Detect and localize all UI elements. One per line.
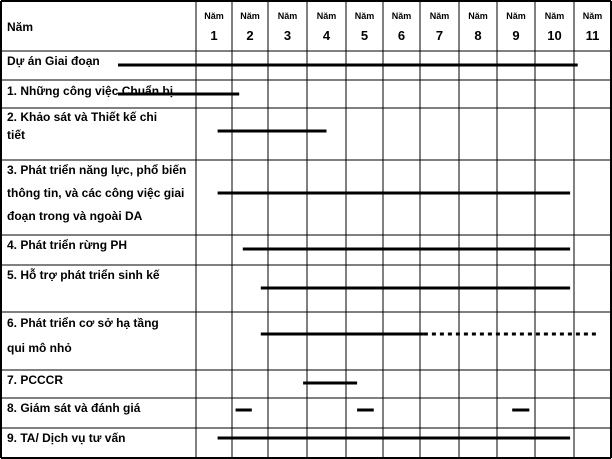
task-label: 1. Những công việc Chuẩn bị [7, 84, 174, 98]
task-label: tiết [7, 128, 25, 142]
year-header-number: 7 [435, 28, 444, 43]
year-header-number: 9 [512, 28, 520, 43]
year-header-number: 10 [547, 28, 562, 43]
task-label: 3. Phát triển năng lực, phổ biến [7, 163, 187, 177]
year-header-label: Năm [316, 11, 337, 21]
year-header-label: Năm [429, 11, 450, 21]
year-header-number: 6 [397, 28, 406, 43]
header-label: Năm [7, 20, 34, 34]
year-header-number: 11 [585, 28, 600, 43]
year-header-number: 8 [474, 28, 482, 43]
task-label: 2. Khảo sát và Thiết kế chi [7, 110, 158, 124]
year-header-label: Năm [354, 11, 375, 21]
year-header-label: Năm [240, 11, 260, 21]
task-label: thông tin, và các công việc giai [7, 186, 185, 200]
year-header-number: 4 [322, 28, 331, 43]
year-header-label: Năm [391, 11, 412, 21]
task-label: 7. PCCCR [7, 373, 64, 387]
timeline-bars [118, 65, 596, 438]
year-header-label: Năm [506, 11, 526, 21]
year-header-label: Năm [468, 11, 488, 21]
year-header-number: 1 [210, 28, 218, 43]
year-header-number: 3 [283, 28, 292, 43]
table-labels [7, 11, 602, 445]
task-label: đoạn trong và ngoài DA [7, 209, 143, 223]
year-header-number: 5 [360, 28, 369, 43]
task-label: 8. Giám sát và đánh giá [7, 401, 141, 415]
task-label: qui mô nhỏ [7, 341, 72, 355]
task-label: 9. TA/ Dịch vụ tư vấn [7, 431, 126, 445]
year-header-label: Năm [544, 11, 565, 21]
task-label: 5. Hỗ trợ phát triển sinh kế [7, 268, 160, 282]
task-label: 6. Phát triển cơ sở hạ tầng [7, 316, 159, 330]
year-header-number: 2 [246, 28, 254, 43]
year-header-label: Năm [277, 11, 298, 21]
task-label: 4. Phát triển rừng PH [7, 238, 128, 252]
year-header-label: Năm [204, 11, 224, 21]
task-label: Dự án Giai đoạn [7, 54, 100, 68]
table-grid [1, 1, 611, 458]
year-header-label: Năm [582, 11, 603, 21]
